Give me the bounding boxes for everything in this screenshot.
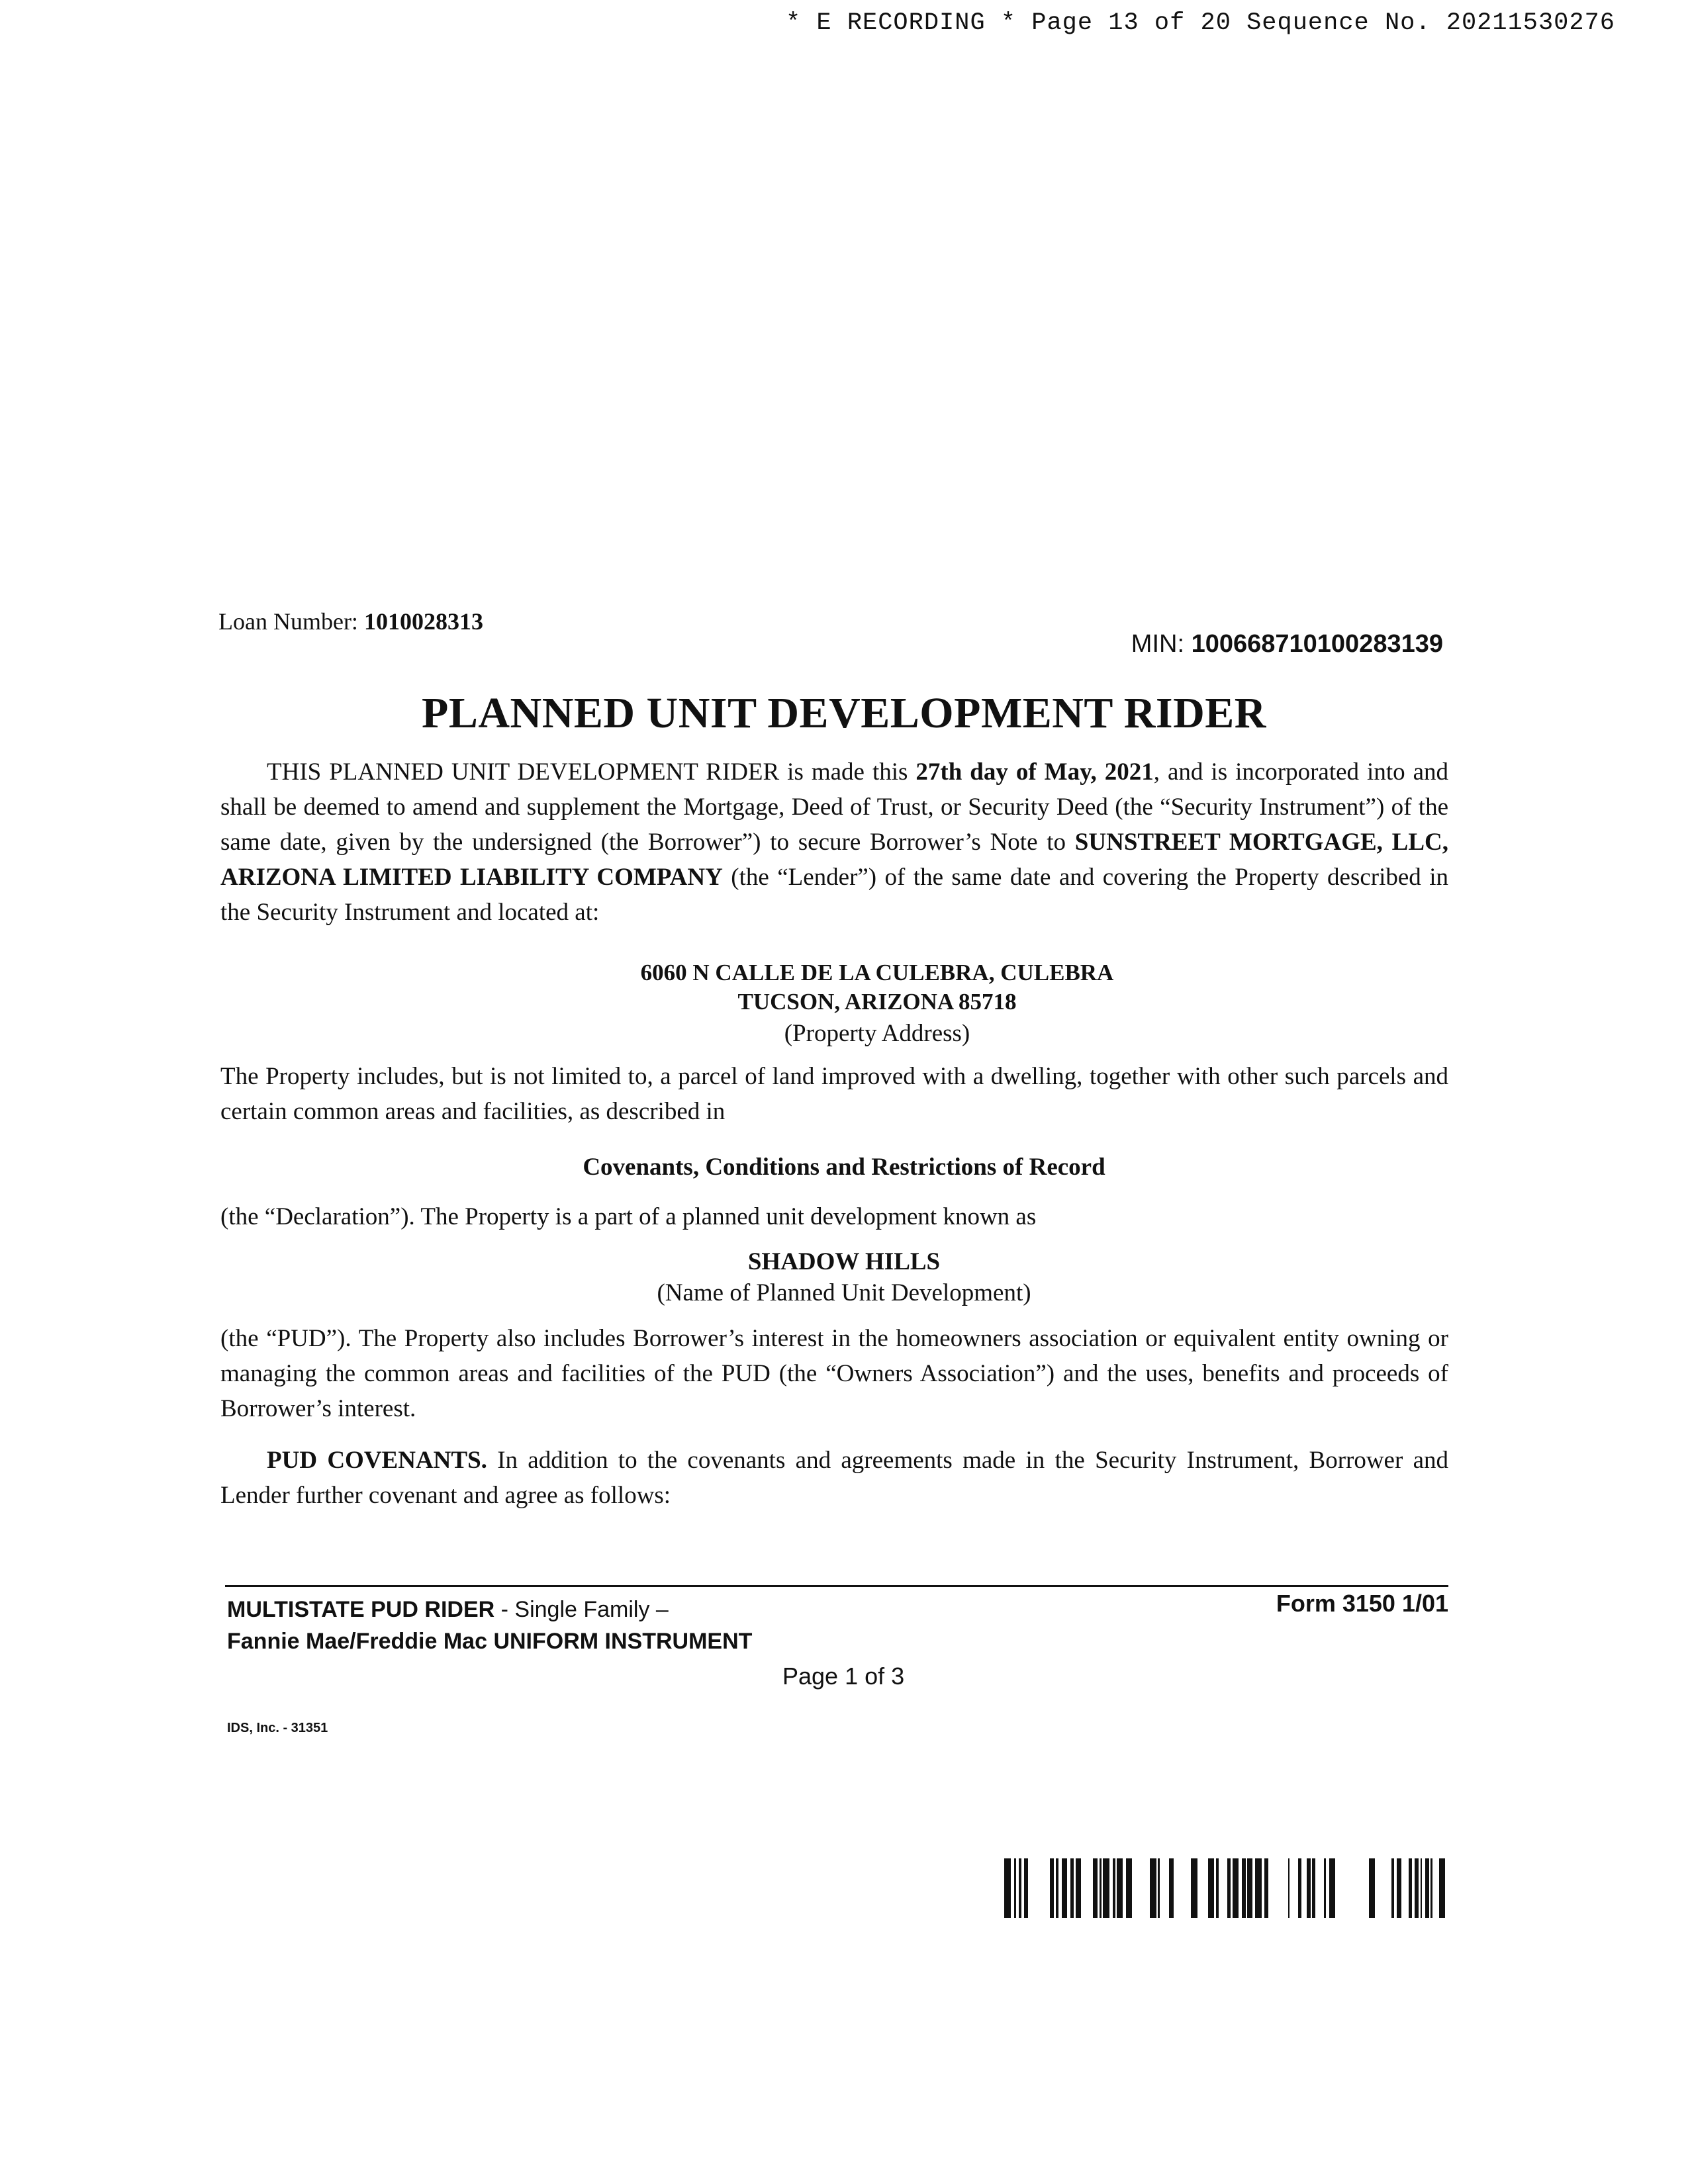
barcode-bar xyxy=(1014,1858,1016,1918)
loan-number-label: Loan Number: xyxy=(218,608,358,635)
barcode-bar xyxy=(1019,1858,1021,1918)
barcode-bar xyxy=(1255,1858,1262,1918)
min-value: 100668710100283139 xyxy=(1191,630,1443,658)
barcode-bar xyxy=(1324,1858,1326,1918)
barcode-bar xyxy=(1307,1858,1311,1918)
barcode-bar xyxy=(1191,1858,1197,1918)
footer-form-description xyxy=(227,1594,752,1657)
loan-number-value: 1010028313 xyxy=(363,608,483,635)
intro-text-2: , and is incorporated into and shall be deemed to amend and supplement the Mortgage, Deed of Trust, or Security Deed (the “Security Instrument”) of the same date, given by the undersigned (the Borrower”) to secure Borrower’s Note to xyxy=(220,758,1449,856)
page-number: Page 1 of 3 xyxy=(782,1662,905,1690)
barcode-bar xyxy=(1050,1858,1054,1918)
footer-instrument: Fannie Mae/Freddie Mac UNIFORM INSTRUMENT xyxy=(227,1629,753,1654)
barcode-bar xyxy=(1288,1858,1289,1918)
pud-name: SHADOW HILLS xyxy=(747,1248,941,1275)
pud-paragraph: (the “PUD”). The Property also includes Borrower’s interest in the homeowners association or equivalent entity owning or managing the common areas and facilities of the PUD (the “Owners Association”) and the uses, benefits and proceeds of Borrower’s interest. xyxy=(220,1325,1448,1422)
barcode-bar xyxy=(1113,1858,1115,1918)
barcode-bar xyxy=(1056,1858,1058,1918)
loan-number xyxy=(218,608,483,635)
ids-code: IDS, Inc. - 31351 xyxy=(227,1721,328,1735)
footer-divider xyxy=(225,1585,1448,1587)
intro-text-1: THIS PLANNED UNIT DEVELOPMENT RIDER is made this xyxy=(267,758,916,786)
barcode-bar xyxy=(1150,1858,1156,1918)
property-address-line-1: 6060 N CALLE DE LA CULEBRA, CULEBRA xyxy=(640,960,1114,985)
footer-rider-line xyxy=(227,1594,752,1625)
declaration-paragraph: (the “Declaration”). The Property is a part of a planned unit development known as xyxy=(220,1203,1037,1230)
barcode-bar xyxy=(1397,1858,1401,1918)
intro-paragraph xyxy=(220,754,1448,930)
rider-date: 27th day of May, 2021 xyxy=(915,758,1154,786)
barcode-bar xyxy=(1298,1858,1301,1918)
barcode-bar xyxy=(1242,1858,1246,1918)
document-title: PLANNED UNIT DEVELOPMENT RIDER xyxy=(422,689,1266,737)
barcode-bar xyxy=(1264,1858,1268,1918)
barcode-bar xyxy=(1076,1858,1081,1918)
barcode-bar xyxy=(1247,1858,1252,1918)
barcode-bar xyxy=(1024,1858,1028,1918)
barcode-bar xyxy=(1158,1858,1160,1918)
property-address-caption: (Property Address) xyxy=(784,1020,970,1047)
barcode-bar xyxy=(1425,1858,1429,1918)
pud-covenants-paragraph xyxy=(220,1443,1448,1513)
barcode-image xyxy=(1001,1858,1448,1918)
property-includes-paragraph: The Property includes, but is not limited to, a parcel of land improved with a dwelling, together with other such parcels and certain common areas and facilities, as described in xyxy=(220,1063,1448,1125)
lender-name: SUNSTREET MORTGAGE, LLC, ARIZONA LIMITED LIABILITY COMPANY xyxy=(220,829,1448,891)
barcode-bar xyxy=(1103,1858,1109,1918)
barcode-bar xyxy=(1369,1858,1375,1918)
barcode-bar xyxy=(1169,1858,1174,1918)
barcode-bar xyxy=(1004,1858,1011,1918)
pud-name-caption: (Name of Planned Unit Development) xyxy=(657,1279,1031,1306)
recording-stamp: * E RECORDING * Page 13 of 20 Sequence No. 20211530276 xyxy=(786,9,1615,37)
footer-rider-name: MULTISTATE PUD RIDER xyxy=(227,1597,495,1622)
barcode-bar xyxy=(1421,1858,1422,1918)
footer-form-number: Form 3150 1/01 xyxy=(1276,1590,1448,1617)
barcode-bar xyxy=(1329,1858,1335,1918)
intro-text-3: (the “Lender”) of the same date and covering the Property described in the Security Instrument and located at: xyxy=(220,864,1448,926)
barcode-bar xyxy=(1233,1858,1239,1918)
barcode-bar xyxy=(1430,1858,1432,1918)
barcode-bars xyxy=(1004,1858,1445,1918)
min-label: MIN: xyxy=(1131,630,1185,658)
barcode-bar xyxy=(1126,1858,1132,1918)
barcode-bar xyxy=(1117,1858,1123,1918)
pud-covenants-text: In addition to the covenants and agreements made in the Security Instrument, Borrower and Lender further covenant and agree as follows: xyxy=(220,1447,1449,1509)
barcode-bar xyxy=(1093,1858,1098,1918)
pud-covenants-heading: PUD COVENANTS. xyxy=(267,1447,487,1474)
barcode-bar xyxy=(1070,1858,1074,1918)
barcode-bar xyxy=(1208,1858,1214,1918)
barcode-bar xyxy=(1216,1858,1219,1918)
min-number xyxy=(1131,630,1443,659)
barcode-bar xyxy=(1100,1858,1102,1918)
barcode-bar xyxy=(1227,1858,1231,1918)
barcode-bar xyxy=(1439,1858,1445,1918)
footer-rider-type: - Single Family – xyxy=(494,1597,669,1622)
barcode-bar xyxy=(1391,1858,1394,1918)
barcode-bar xyxy=(1409,1858,1412,1918)
property-address-line-2: TUCSON, ARIZONA 85718 xyxy=(737,989,1017,1015)
declaration-name: Covenants, Conditions and Restrictions of Record xyxy=(583,1154,1105,1181)
barcode-bar xyxy=(1415,1858,1419,1918)
barcode-bar xyxy=(1312,1858,1315,1918)
barcode-bar xyxy=(1062,1858,1067,1918)
